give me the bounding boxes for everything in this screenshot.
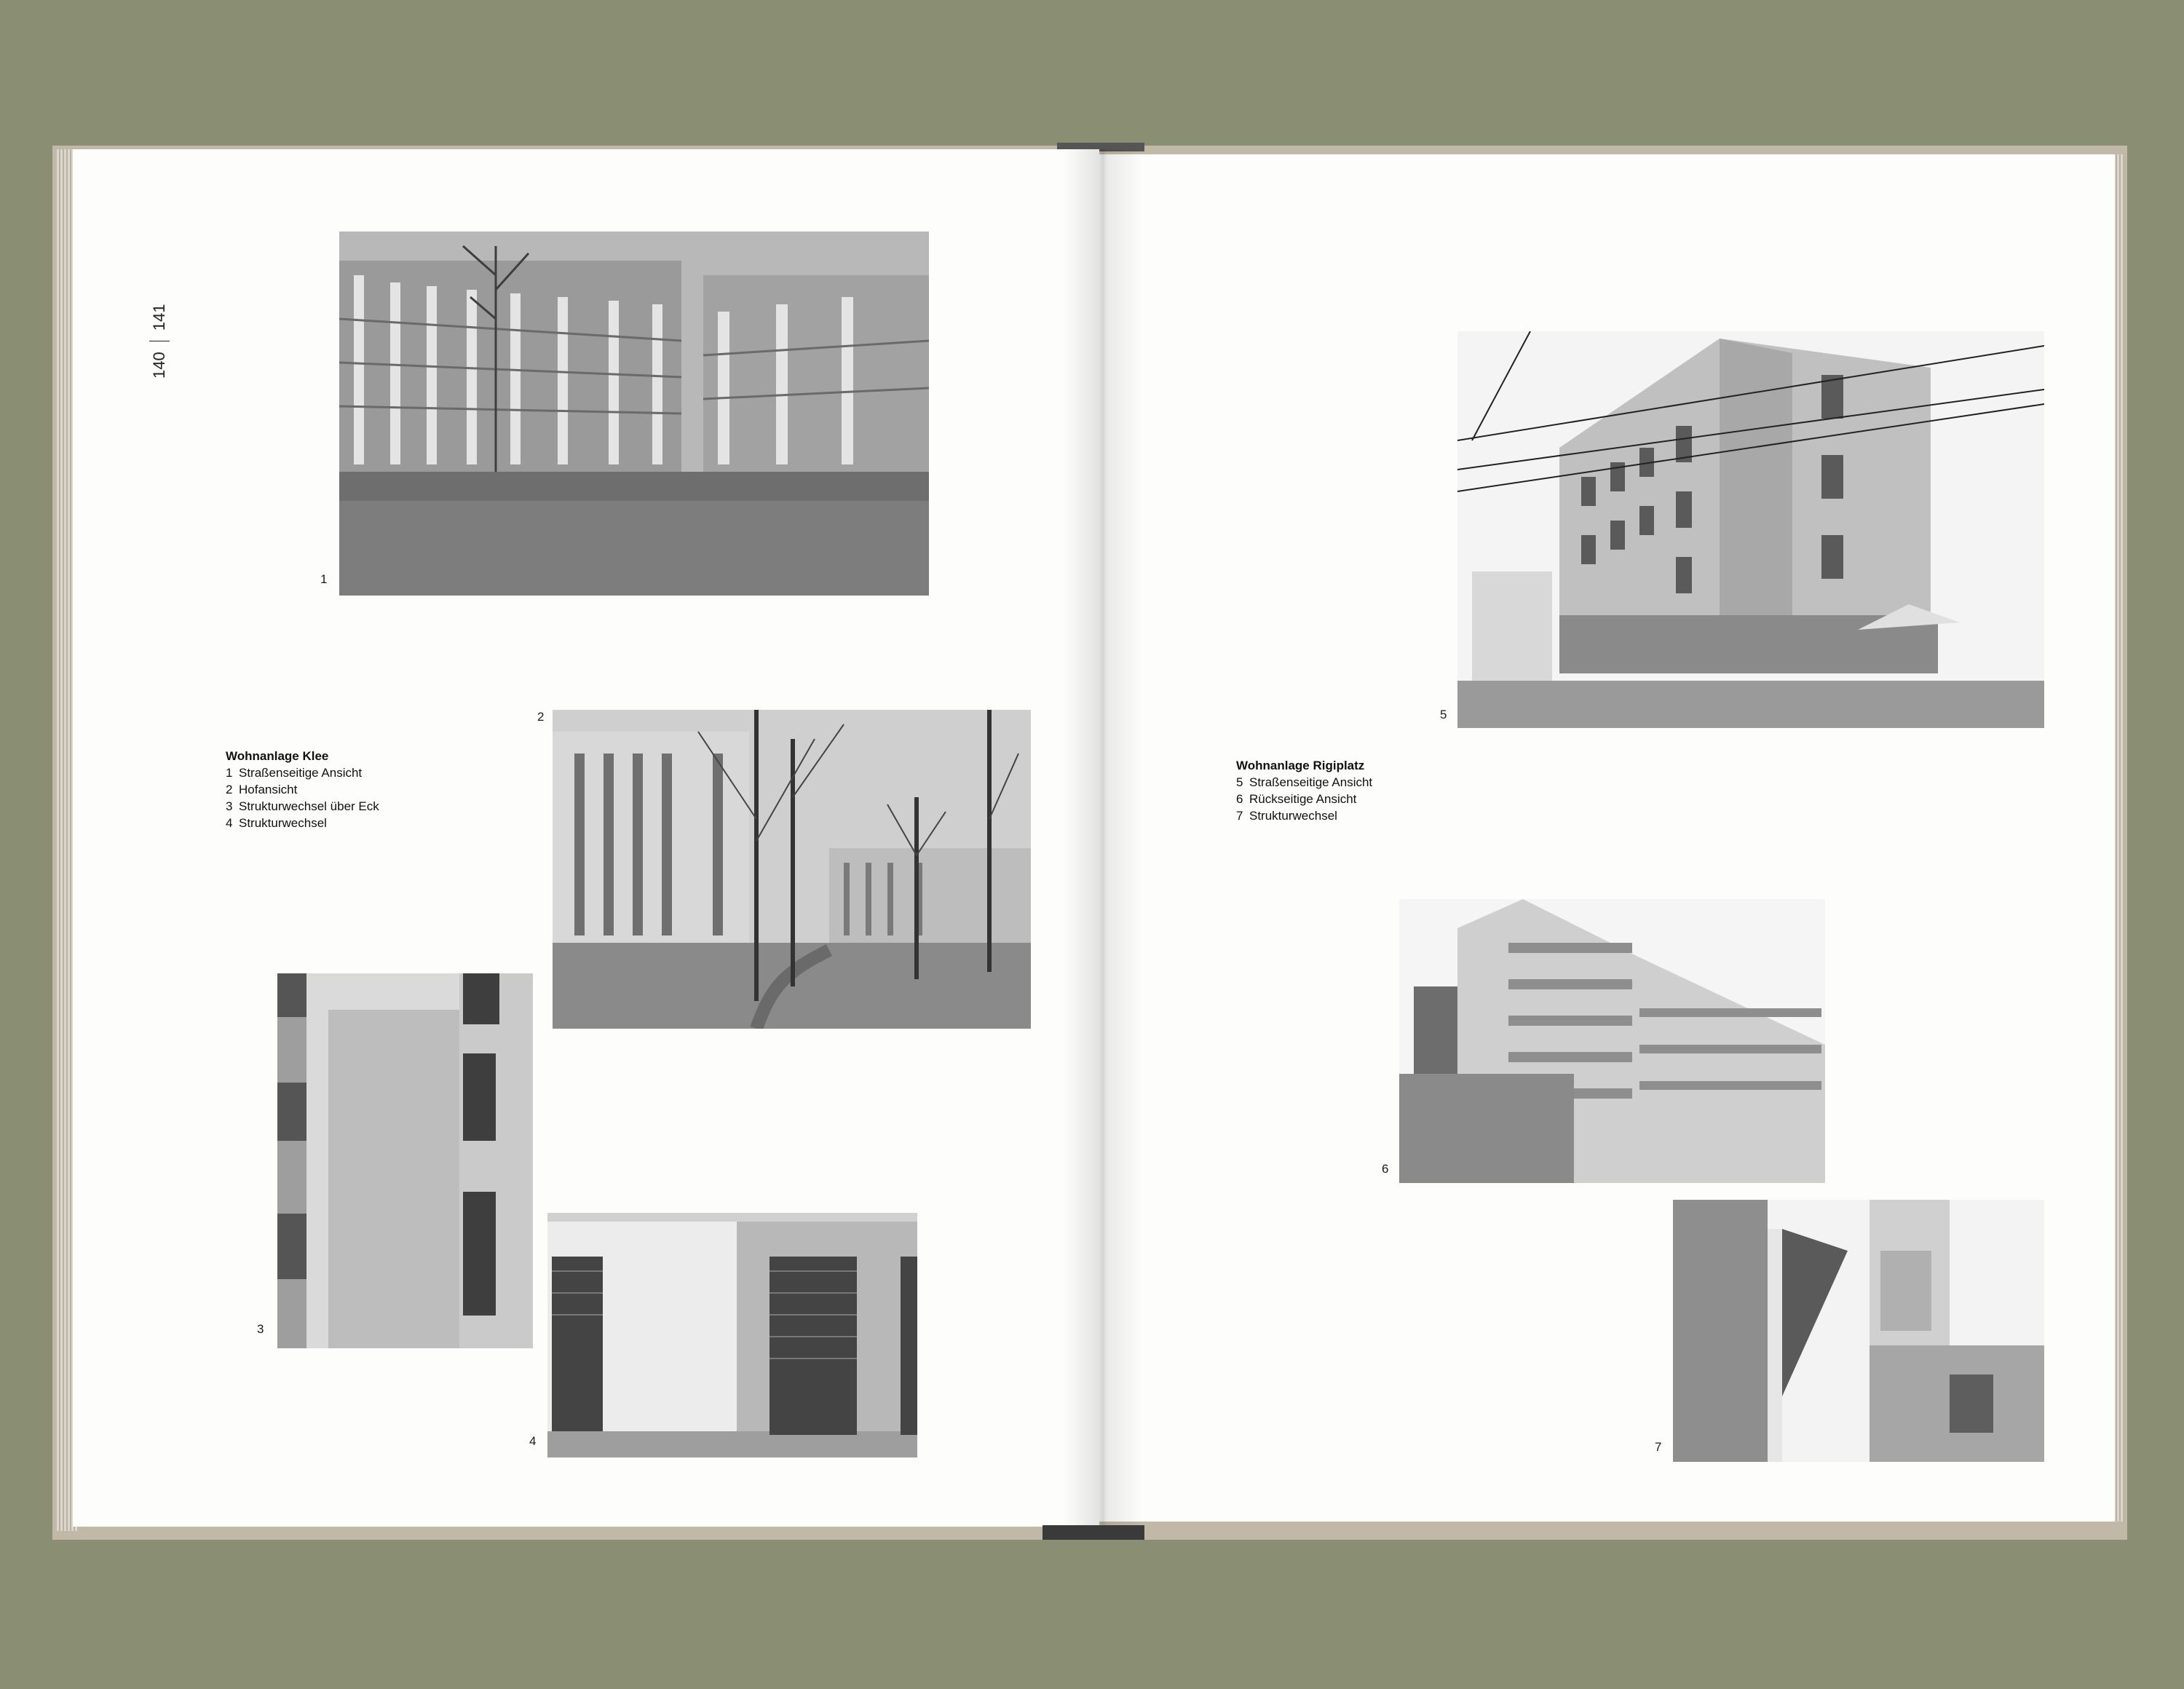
spine-bottom	[1042, 1525, 1144, 1540]
photo-number-6: 6	[1382, 1162, 1389, 1176]
caption-title: Wohnanlage Rigiplatz	[1236, 759, 1365, 772]
photo-number-5: 5	[1440, 708, 1447, 721]
photo-5	[1457, 331, 2044, 728]
photo-2	[553, 710, 1031, 1029]
caption-item: 1 Straßenseitige Ansicht	[226, 766, 363, 780]
gutter-shadow	[1063, 149, 1143, 1527]
caption-rigiplatz	[1236, 757, 1372, 824]
photo-number-7: 7	[1655, 1440, 1662, 1454]
caption-item: 4 Strukturwechsel	[226, 816, 327, 830]
photo-1	[339, 232, 929, 596]
photo-7	[1673, 1200, 2044, 1462]
caption-item: 2 Hofansicht	[226, 783, 298, 796]
caption-item: 3 Strukturwechsel über Eck	[226, 799, 379, 813]
caption-item: 5 Straßenseitige Ansicht	[1236, 775, 1373, 789]
photo-6	[1399, 899, 1825, 1183]
folio-left: 140	[150, 352, 168, 379]
photo-number-3: 3	[257, 1322, 264, 1336]
photo-number-1: 1	[320, 572, 328, 586]
photo-number-2: 2	[537, 710, 545, 724]
photo-3	[277, 973, 533, 1348]
caption-item: 7 Strukturwechsel	[1236, 809, 1337, 823]
photo-4	[547, 1213, 917, 1457]
caption-item: 6 Rückseitige Ansicht	[1236, 792, 1357, 806]
folio	[149, 304, 170, 379]
folio-right: 141	[150, 304, 168, 331]
photo-number-4: 4	[529, 1434, 537, 1448]
caption-klee	[226, 748, 379, 831]
caption-title: Wohnanlage Klee	[226, 749, 329, 763]
